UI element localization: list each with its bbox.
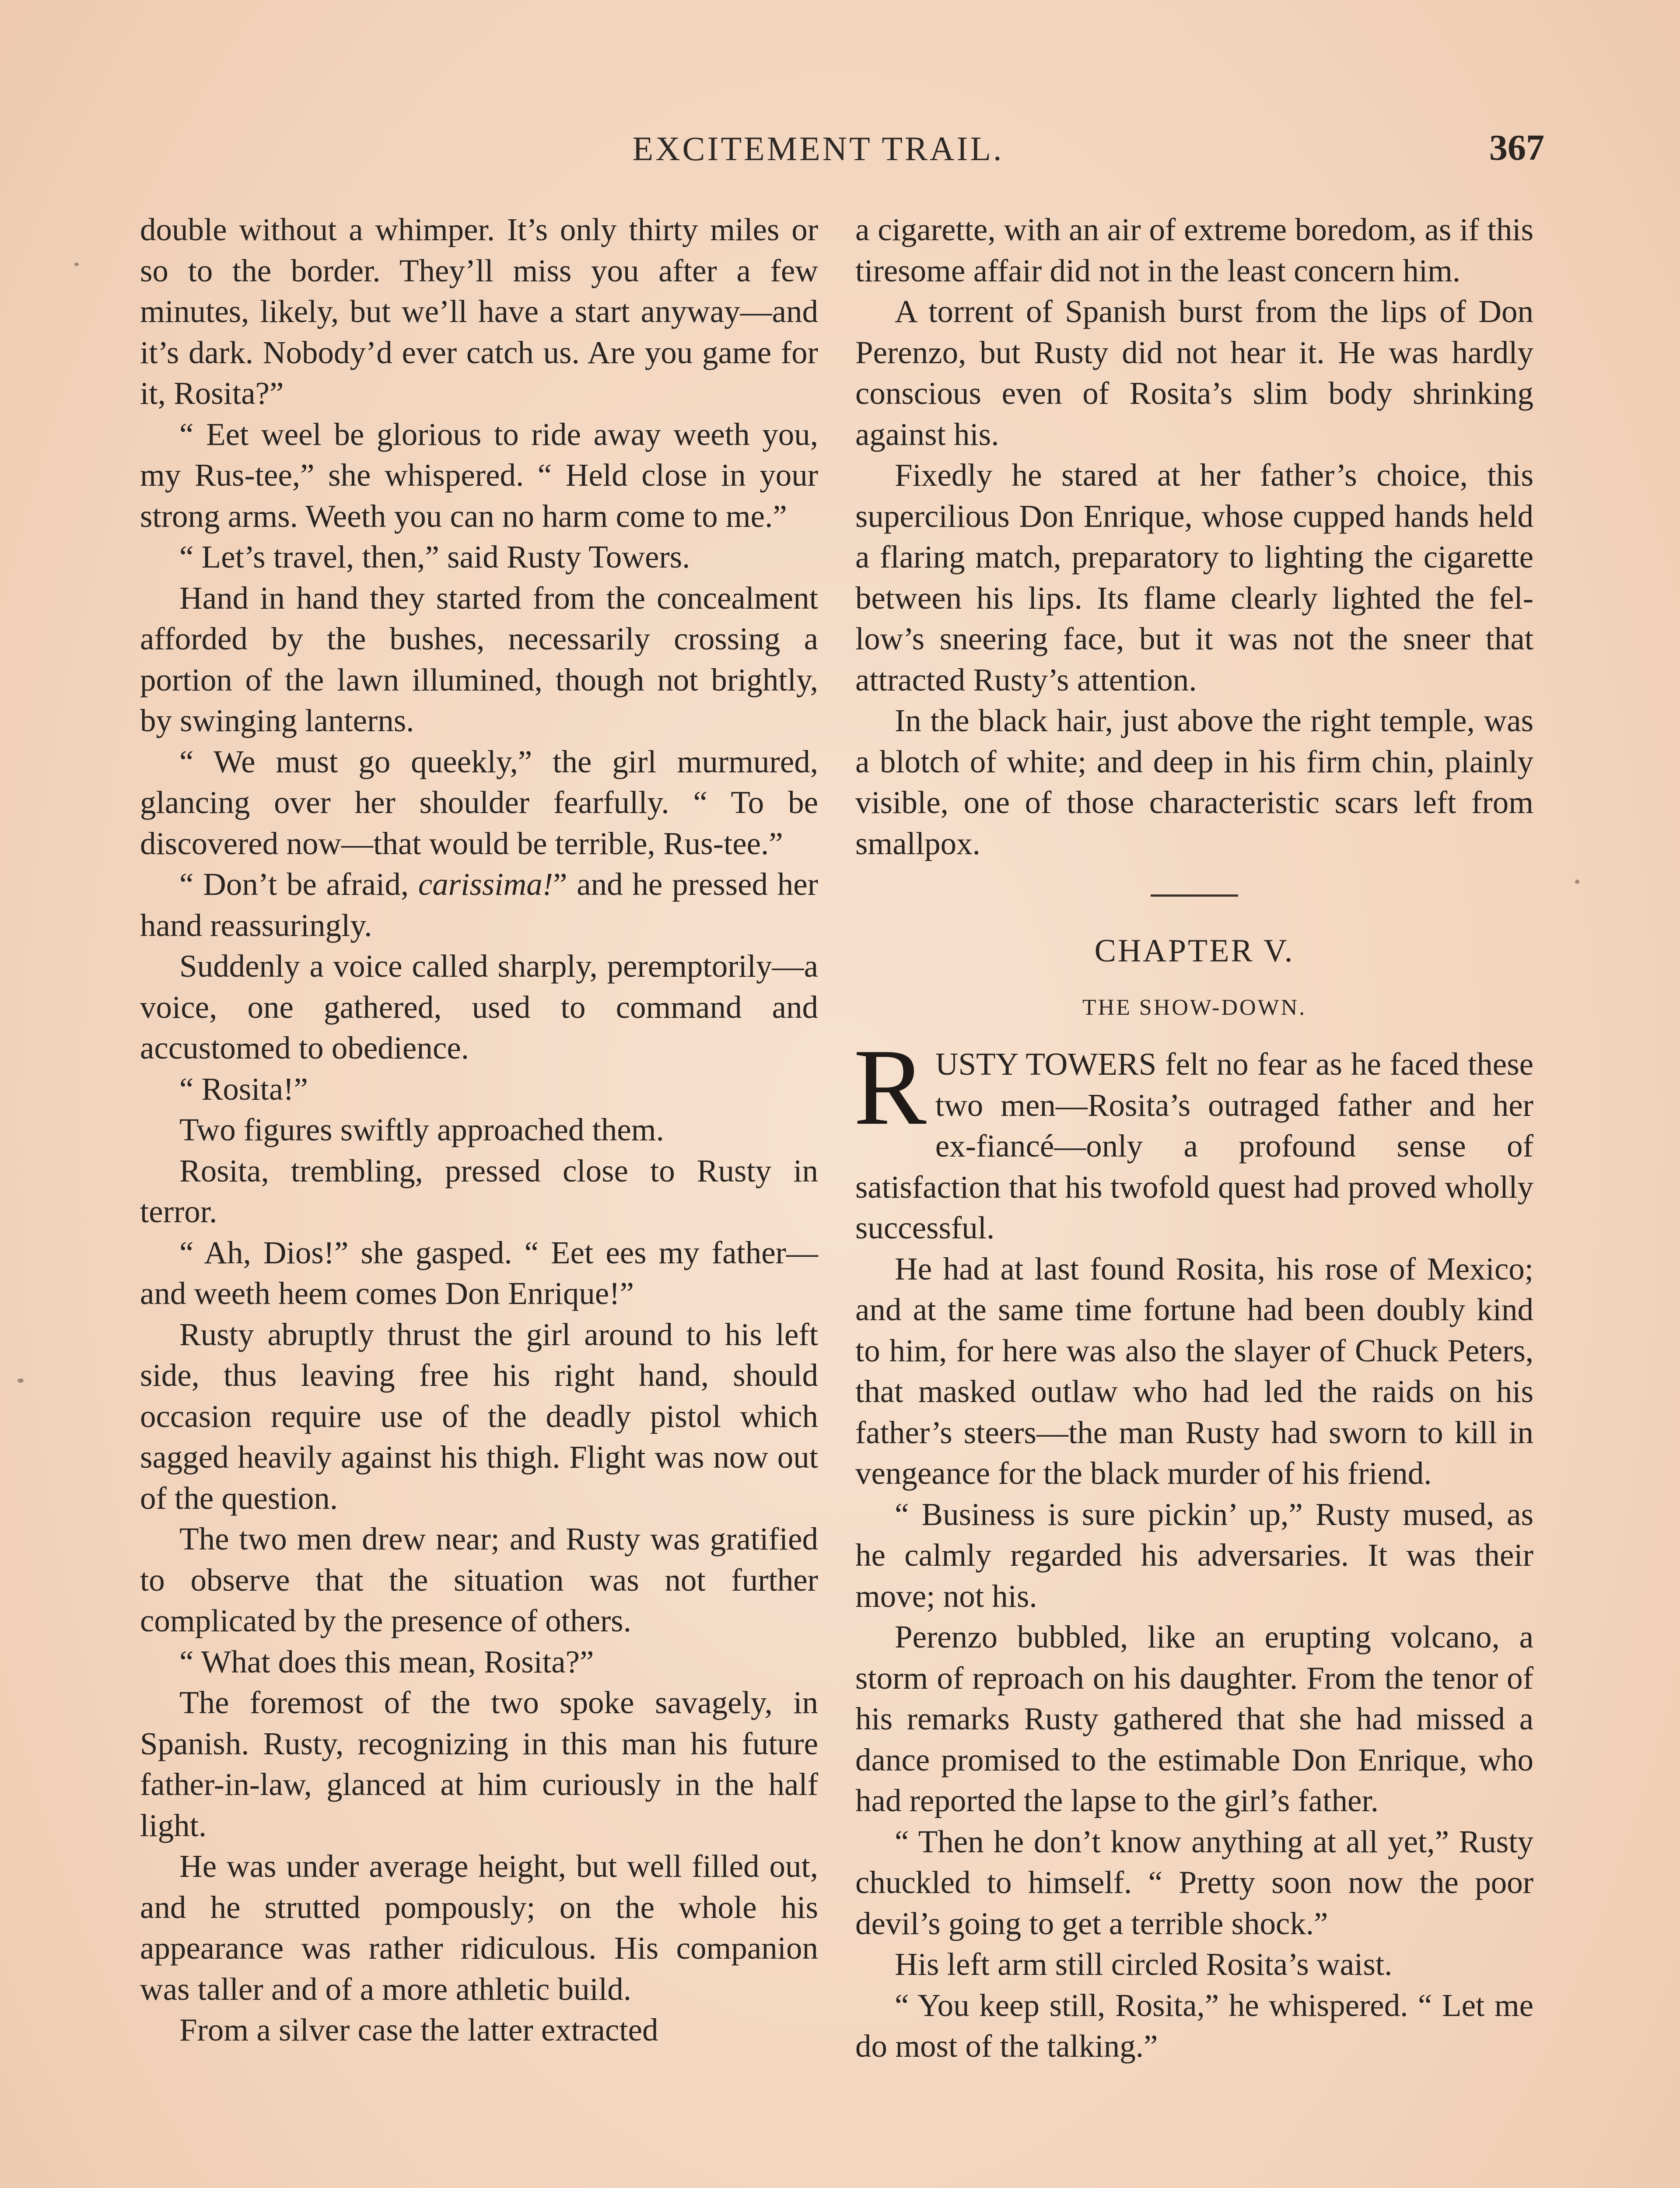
paragraph: Two figures swiftly approached them. <box>179 1112 664 1147</box>
paragraph: Hand in hand they started from the concealment afforded by the bushes, necessarily crossing a portion of the lawn illumined, though not brightly, by swinging lanterns. <box>140 580 818 738</box>
paragraph: “ You keep still, Rosita,” he whispered. “ Let me do most of the talking.” <box>855 1987 1533 2064</box>
paragraph: From a silver case the latter extracted <box>179 2012 658 2048</box>
page-number: 367 <box>1489 127 1544 168</box>
paragraph: He had at last found Rosita, his rose of Mexico; and at the same time fortune had been doubly kind to him, for here was also the slayer of Chuck Peters, that masked outlaw who had led the raids on his father’s steers—the man Rusty had sworn to kill in vengeance for the black murder of his friend. <box>855 1251 1533 1491</box>
page-header <box>0 129 1680 182</box>
paragraph: He was under average height, but well filled out, and he strutted pompously; on the whole his appearance was rather ridiculous. His companion was taller and of a more athletic build. <box>140 1848 818 2007</box>
paragraph: double without a whimper. It’s only thirty miles or so to the border. They’ll miss you after a few minutes, likely, but we’ll have a start anyway—and it’s dark. Nobody’d ever catch us. Are you game for it, Rosita?” <box>140 212 818 411</box>
opening-text: USTY TOWERS felt no fear as he faced these two men—Rosita’s outraged father and her ex-fiancé—only a profound sense of satisfaction that his twofold quest had proved wholly successful. <box>855 1046 1533 1245</box>
section-divider <box>1151 894 1238 897</box>
paragraph: His left arm still circled Rosita’s waist. <box>895 1946 1393 1982</box>
paragraph: “ We must go queekly,” the girl murmured, glancing over her shoulder fearfully. “ To be discovered now—that would be terrible, Rus-tee.” <box>140 743 818 861</box>
paragraph: a cigarette, with an air of extreme boredom, as if this tiresome affair did not in the least concern him. <box>855 212 1533 288</box>
chapter-heading: CHAPTER V. <box>1094 933 1295 969</box>
paragraph: “ Ah, Dios!” she gasped. “ Eet ees my father—and weeth heem comes Don Enrique!” <box>140 1234 818 1311</box>
paragraph: A torrent of Spanish burst from the lips of Don Perenzo, but Rusty did not hear it. He was hardly conscious even of Rosita’s slim body shrinking against his. <box>855 294 1533 452</box>
paragraph: “ Rosita!” <box>179 1071 308 1107</box>
drop-cap: R <box>854 1027 927 1148</box>
paragraph: “ Let’s travel, then,” said Rusty Towers. <box>179 539 690 575</box>
right-column <box>855 209 1533 2067</box>
paragraph: Rosita, trembling, pressed close to Rusty in terror. <box>140 1153 818 1229</box>
paragraph: “ What does this mean, Rosita?” <box>179 1644 594 1680</box>
paragraph: “ Eet weel be glorious to ride away weeth you, my Rus-tee,” she whispered. “ Held close in your strong arms. Weeth you can no harm come to me.” <box>140 416 818 534</box>
paragraph: Fixedly he stared at her father’s choice, this supercilious Don Enrique, whose cupped hands held a flaring match, preparatory to lighting the cigarette between his lips. Its flame clearly lighted the fellow’s sneering face, but it was not the sneer that attracted Rusty’s attention. <box>855 457 1533 698</box>
left-column <box>140 209 818 2051</box>
paragraph: Rusty abruptly thrust the girl around to his left side, thus leaving free his right hand, should occasion require use of the deadly pistol which sagged heavily against his thigh. Flight was now out of the question. <box>140 1316 818 1516</box>
paragraph: Suddenly a voice called sharply, peremptorily—a voice, one gathered, used to command and accustomed to obedience. <box>140 948 818 1066</box>
chapter-opening-paragraph <box>854 1027 1533 1248</box>
running-title: EXCITEMENT TRAIL. <box>632 130 1004 168</box>
paragraph: “ Don’t be afraid, carissima!” and he pressed her hand reassuringly. <box>140 866 818 943</box>
paragraph: “ Business is sure pickin’ up,” Rusty mused, as he calmly regarded his adversaries. It was their move; not his. <box>855 1496 1533 1614</box>
paragraph: “ Then he don’t know anything at all yet,” Rusty chuckled to himself. “ Pretty soon now the poor devil’s going to get a terrible shock.” <box>855 1823 1533 1941</box>
paragraph: The foremost of the two spoke savagely, in Spanish. Rusty, recognizing in this man his future father-in-law, glanced at him curiously in the half light. <box>140 1685 818 1843</box>
paragraph: The two men drew near; and Rusty was gratified to observe that the situation was not further complicated by the presence of others. <box>140 1521 818 1638</box>
paragraph: In the black hair, just above the right temple, was a blotch of white; and deep in his firm chin, plainly visible, one of those characteristic scars left from smallpox. <box>855 703 1533 861</box>
chapter-subtitle: THE SHOW-DOWN. <box>1082 995 1307 1020</box>
paper-speck <box>74 263 79 266</box>
paper-speck <box>18 1378 24 1383</box>
paper-speck <box>1575 880 1579 884</box>
paragraph: Perenzo bubbled, like an erupting volcano, a storm of reproach on his daughter. From the tenor of his remarks Rusty gathered that she had missed a dance promised to the estimable Don Enrique, who had reported the lapse to the girl’s father. <box>855 1619 1533 1818</box>
